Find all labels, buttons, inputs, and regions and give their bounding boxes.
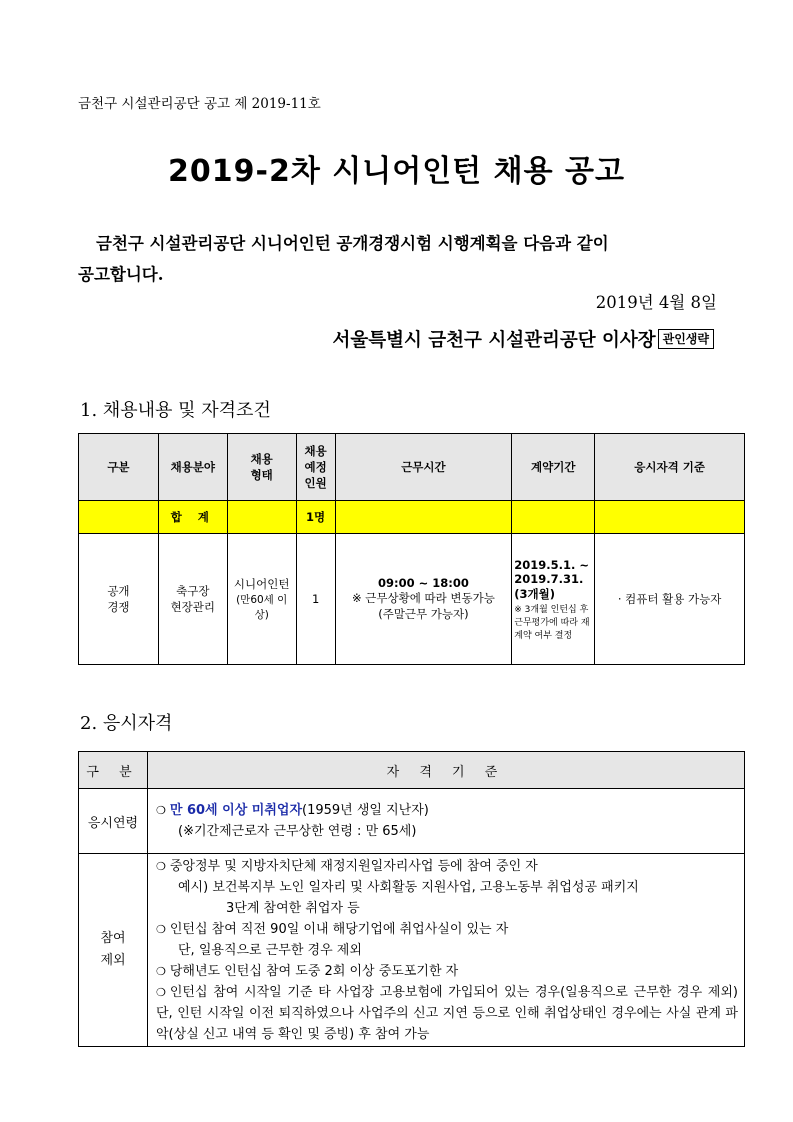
issuer (332, 326, 714, 352)
header-field: 채용분야 (158, 434, 227, 501)
notice-number: 금천구 시설관리공단 공고 제 2019-11호 (78, 96, 321, 112)
exclusion-item-1-example-2: 3단계 참여한 취업자 등 (226, 900, 360, 916)
bullet-icon: ❍ (156, 804, 166, 817)
table-row (79, 534, 745, 665)
row-type: 시니어인턴 (만60세 이상) (227, 534, 296, 665)
period-end: 2019.7.31.(3개월) (514, 571, 584, 601)
hours-time: 09:00 ~ 18:00 (378, 576, 469, 590)
exclusion-item-3: 당해년도 인턴십 참여 도중 2회 이상 중도포기한 자 (169, 963, 459, 979)
header-category: 구분 (79, 434, 159, 501)
table-header-row (79, 752, 745, 789)
header-hours: 근무시간 (335, 434, 512, 501)
row-hours (335, 534, 512, 665)
exclusion-item-1-example: 예시) 보건복지부 노인 일자리 및 사회활동 지원사업, 고용노동부 취업성공 패키지 (178, 879, 639, 895)
issuer-name: 서울특별시 금천구 시설관리공단 이사장 (332, 330, 656, 351)
section-1-title: 1. 채용내용 및 자격조건 (80, 400, 271, 421)
bullet-icon: ❍ (156, 964, 166, 978)
intro-line-1: 금천구 시설관리공단 시니어인턴 공개경쟁시험 시행계획을 다음과 같이 (96, 234, 609, 253)
period-note: ※ 3개월 인턴십 후 근무평가에 따라 재계약 여부 결정 (514, 604, 590, 641)
row-field: 축구장 현장관리 (158, 534, 227, 665)
table-row (79, 789, 745, 854)
row-period (512, 534, 595, 665)
period-start: 2019.5.1. ~ (514, 557, 590, 572)
header-type: 채용 형태 (227, 434, 296, 501)
notice-date: 2019년 4월 8일 (595, 293, 717, 312)
bullet-icon: ❍ (156, 922, 166, 936)
age-note: (※기간제근로자 근무상한 연령 : 만 65세) (178, 824, 417, 839)
exclusion-item-4: 인턴십 참여 시작일 기준 타 사업장 고용보험에 가입되어 있는 경우(일용직으로 근무한 경우 제외) 단, 인턴 시작일 이전 퇴직하였으나 사업주의 신고 지연 등으로 인해 취업상태인 경우에는 사실 관계 파악(상실 신고 내역 등 확인 및 증빙) 후 참여 가능 (156, 984, 738, 1042)
age-highlight: 만 60세 이상 미취업자 (169, 803, 303, 818)
row-count: 1 (296, 534, 335, 665)
row-category: 공개 경쟁 (79, 534, 159, 665)
header-division: 구 분 (79, 752, 148, 789)
age-rest: (1959년 생일 지난자) (302, 803, 429, 818)
total-count: 1명 (296, 501, 335, 534)
section-2-title: 2. 응시자격 (80, 713, 173, 734)
header-count: 채용 예정 인원 (296, 434, 335, 501)
exclusion-label: 참여 제외 (79, 854, 148, 1047)
header-qualification: 응시자격 기준 (595, 434, 745, 501)
age-criteria (148, 789, 745, 854)
exclusion-criteria (148, 854, 745, 1047)
intro-line-2: 공고합니다. (78, 265, 164, 284)
table-header-row (79, 434, 745, 501)
recruitment-table (78, 433, 745, 665)
intro-paragraph (78, 228, 718, 290)
table-row (79, 854, 745, 1047)
header-period: 계약기간 (512, 434, 595, 501)
hours-note-2: (주말근무 가능자) (378, 607, 469, 621)
bullet-icon: ❍ (156, 985, 166, 999)
page-title: 2019-2차 시니어인턴 채용 공고 (168, 154, 625, 189)
header-criteria: 자 격 기 준 (148, 752, 745, 789)
total-row (79, 501, 745, 534)
row-qualification: · 컴퓨터 활용 가능자 (595, 534, 745, 665)
bullet-icon: ❍ (156, 859, 166, 873)
total-label: 합 계 (158, 501, 227, 534)
exclusion-item-1: 중앙정부 및 지방자치단체 재정지원일자리사업 등에 참여 중인 자 (169, 858, 538, 874)
exclusion-item-2-sub: 단, 일용직으로 근무한 경우 제외 (178, 942, 362, 958)
hours-note-1: ※ 근무상황에 따라 변동가능 (352, 591, 495, 605)
eligibility-table (78, 751, 745, 1047)
age-label: 응시연령 (79, 789, 148, 854)
seal-omitted-stamp: 관인생략 (658, 329, 714, 349)
exclusion-item-2: 인턴십 참여 직전 90일 이내 해당기업에 취업사실이 있는 자 (169, 921, 509, 937)
